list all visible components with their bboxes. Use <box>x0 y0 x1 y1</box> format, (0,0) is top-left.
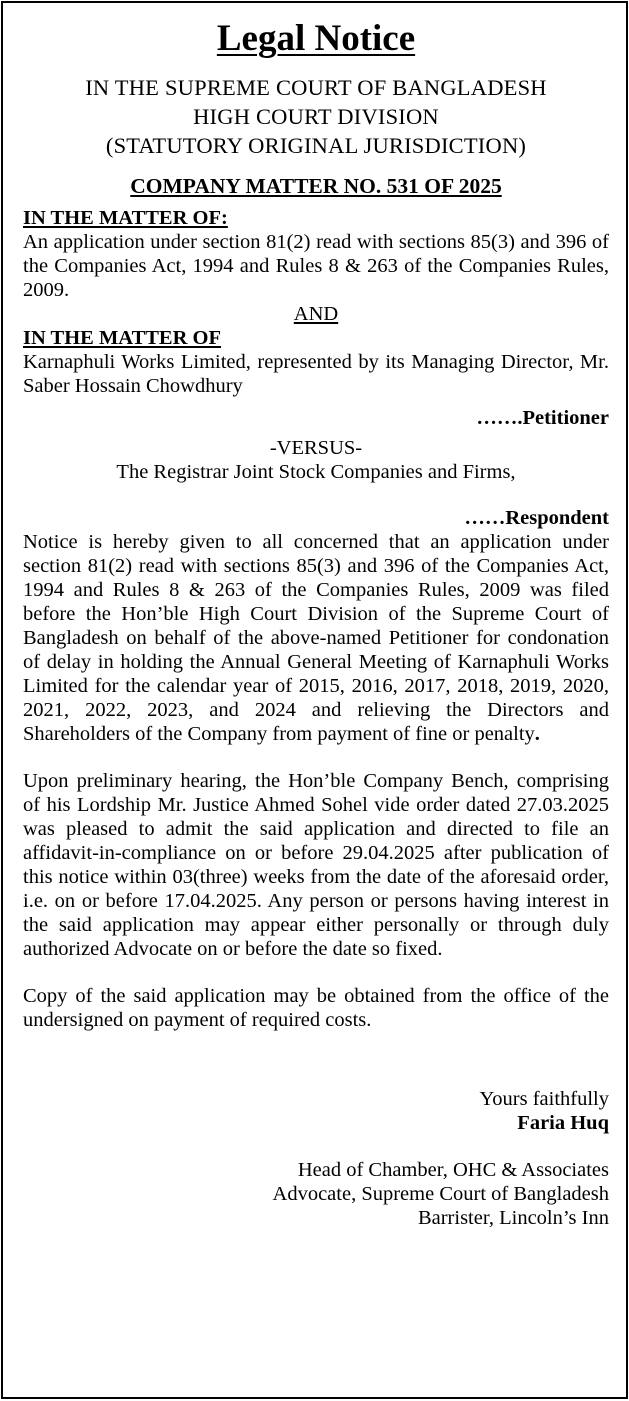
signatory-name: Faria Huq <box>517 1112 609 1134</box>
court-jurisdiction: (STATUTORY ORIGINAL JURISDICTION) <box>105 133 527 158</box>
notice-paragraph-1 <box>23 530 609 746</box>
respondent-name: The Registrar Joint Stock Companies and Firms, <box>116 461 516 483</box>
court-name: IN THE SUPREME COURT OF BANGLADESH <box>85 75 547 100</box>
matter-text-2: Karnaphuli Works Limited, represented by its Managing Director, Mr. Saber Hossain Chowdhury <box>23 351 609 397</box>
company-matter-number: COMPANY MATTER NO. 531 OF 2025 <box>130 174 502 198</box>
notice-paragraph-2: Upon preliminary hearing, the Hon’ble Company Bench, comprising of his Lordship Mr. Justice Ahmed Sohel vide order dated 27.03.2025 was pleased to admit the said application and directed to file an affidavit-in-compliance on or before 29.04.2025 after publication of this notice within 03(three) weeks from the date of the aforesaid order, i.e. on or before 17.04.2025. Any person or persons having interest in the said application may appear either personally or through duly authorized Advocate on or before the date so fixed. <box>23 770 609 960</box>
petitioner-label: …….Petitioner <box>476 407 609 429</box>
signatory-title: Head of Chamber, OHC & Associates <box>297 1159 609 1181</box>
matter-heading-2: IN THE MATTER OF <box>23 327 222 349</box>
signatory-barrister: Barrister, Lincoln’s Inn <box>417 1207 609 1229</box>
legal-notice <box>1 1 628 1399</box>
matter-heading-1: IN THE MATTER OF: <box>23 207 228 229</box>
versus-label: -VERSUS- <box>269 437 363 459</box>
closing-text: Yours faithfully <box>479 1088 609 1110</box>
notice-paragraph-1-end: . <box>534 723 540 745</box>
court-heading <box>23 73 609 160</box>
notice-paragraph-1-text: Notice is hereby given to all concerned that an application under section 81(2) read with sections 85(3) and 396 of the Companies Act, 1994 and Rules 8 & 263 of the Companies Rules, 2009 was filed before the Hon’ble High Court Division of the Supreme Court of Bangladesh on behalf of the above-named Petitioner for condonation of delay in holding the Annual General Meeting of Karnaphuli Works Limited for the calendar year of 2015, 2016, 2017, 2018, 2019, 2020, 2021, 2022, 2023, and 2024 and relieving the Directors and Shareholders of the Company from payment of fine or penalty <box>23 531 609 745</box>
notice-paragraph-3: Copy of the said application may be obtained from the office of the undersigned on payment of required costs. <box>23 985 609 1031</box>
matter-text-1: An application under section 81(2) read with sections 85(3) and 396 of the Companies Act, 1994 and Rules 8 & 263 of the Companies Rules, 2009. <box>23 231 609 301</box>
notice-title: Legal Notice <box>216 18 416 59</box>
signature-block <box>23 1087 609 1230</box>
respondent-label: ……Respondent <box>464 507 609 529</box>
court-division: HIGH COURT DIVISION <box>193 104 439 129</box>
signatory-credential: Advocate, Supreme Court of Bangladesh <box>272 1183 609 1205</box>
and-separator: AND <box>293 303 339 325</box>
